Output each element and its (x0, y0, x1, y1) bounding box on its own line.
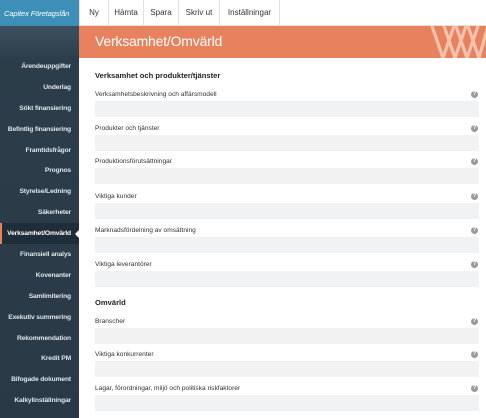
sidebar-item-bifogade-dokument[interactable]: Bifogade dokument (11, 376, 71, 384)
sidebar-item-befintlig-finansiering[interactable]: Befintlig finansiering (7, 125, 71, 133)
field-label-lagar-forordningar: Lagar, förordningar, miljö och politiska riskfaktorer (95, 385, 241, 392)
sidebar-nav (0, 56, 79, 411)
help-icon[interactable]: ? (472, 227, 477, 233)
main-content (79, 58, 486, 418)
branscher-field[interactable] (95, 328, 479, 344)
sidebar-item-rekommendation[interactable]: Rekommendation (16, 334, 71, 342)
menu-skriv-ut[interactable]: Skriv ut (179, 0, 220, 25)
help-icon[interactable]: ? (472, 125, 477, 131)
menu-ny[interactable]: Ny (79, 0, 109, 25)
menu-installningar[interactable]: Inställningar (220, 0, 280, 25)
help-icon[interactable]: ? (472, 158, 477, 164)
lagar-forordningar-field[interactable] (95, 395, 479, 411)
sidebar-item-finansiell-analys[interactable]: Finansiell analys (20, 250, 71, 258)
top-menu-bar (79, 0, 486, 26)
sidebar-item-kovenanter[interactable]: Kovenanter (35, 271, 71, 279)
app-brand: Capitex Företagslån (0, 0, 79, 26)
sidebar (0, 0, 79, 418)
produktionsforutsattningar-field[interactable] (95, 168, 479, 184)
menu-hamta[interactable]: Hämta (109, 0, 144, 25)
page-title: Verksamhet/Omvärld (95, 33, 223, 49)
viktiga-konkurrenter-field[interactable] (95, 361, 479, 377)
sidebar-item-samlimitering[interactable]: Samlimitering (28, 292, 71, 300)
section-title-verksamhet: Verksamhet och produkter/tjänster (95, 71, 221, 80)
help-icon[interactable]: ? (472, 91, 477, 97)
sidebar-item-framtidsfragor[interactable]: Framtidsfrågor (25, 146, 71, 154)
field-label-produktionsforutsattningar: Produktionsförutsättningar (95, 158, 172, 165)
page-header-banner (79, 26, 486, 58)
viktiga-leverantorer-field[interactable] (95, 271, 479, 287)
help-icon[interactable]: ? (472, 318, 477, 324)
sidebar-item-sokt-finansiering[interactable]: Sökt finansiering (19, 104, 71, 112)
verksamhetsbeskrivning-field[interactable] (95, 101, 479, 117)
sidebar-item-styrelse-ledning[interactable]: Styrelse/Ledning (19, 188, 71, 196)
sidebar-item-arendeuppgifter[interactable]: Ärendeuppgifter (21, 62, 71, 70)
field-label-branscher: Branscher (95, 318, 126, 325)
sidebar-item-prognos[interactable]: Prognos (44, 167, 71, 175)
help-icon[interactable]: ? (472, 261, 477, 267)
viktiga-kunder-field[interactable] (95, 203, 479, 219)
sidebar-item-underlag[interactable]: Underlag (43, 83, 71, 91)
help-icon[interactable]: ? (472, 351, 477, 357)
field-label-produkter: Produkter och tjänster (95, 125, 160, 132)
marknadsfordelning-field[interactable] (95, 237, 479, 253)
sidebar-item-kalkylinstallningar[interactable]: Kalkylinställningar (14, 397, 71, 405)
sidebar-item-exekutiv-summering[interactable]: Exekutiv summering (8, 313, 71, 321)
produkter-och-tjanster-field[interactable] (95, 135, 479, 151)
w-chevron-logo-icon (430, 26, 486, 58)
menu-spara[interactable]: Spara (144, 0, 179, 25)
help-icon[interactable]: ? (472, 193, 477, 199)
help-icon[interactable]: ? (472, 385, 477, 391)
sidebar-item-sakerheter[interactable]: Säkerheter (37, 209, 71, 217)
field-label-viktiga-kunder: Viktiga kunder (95, 193, 137, 200)
section-title-omvarld: Omvärld (95, 298, 126, 307)
field-label-marknadsfordelning: Marknadsfördelning av omsättning (95, 227, 196, 234)
sidebar-item-kredit-pm[interactable]: Kredit PM (41, 355, 71, 363)
field-label-verksamhetsbeskrivning: Verksamhetsbeskrivning och affärsmodell (95, 91, 217, 98)
sidebar-item-verksamhet-omvarld[interactable]: Verksamhet/Omvärld (0, 223, 79, 244)
field-label-viktiga-leverantorer: Viktiga leverantörer (95, 261, 152, 268)
field-label-viktiga-konkurrenter: Viktiga konkurrenter (95, 351, 154, 358)
